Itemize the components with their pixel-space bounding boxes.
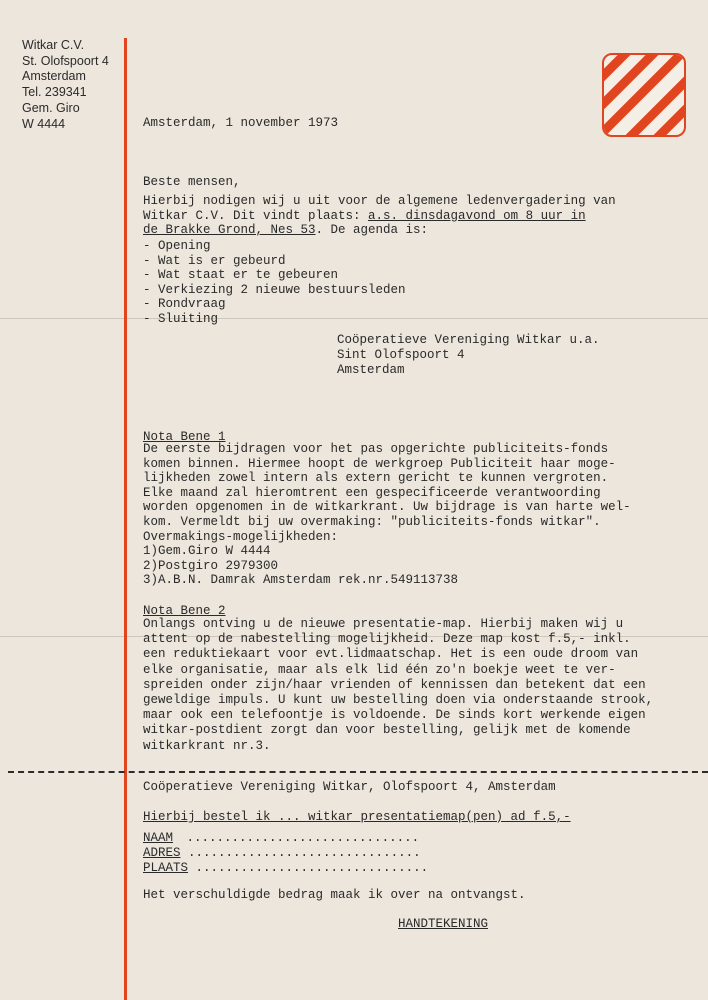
body-line: Overmakings-mogelijkheden:	[143, 529, 339, 544]
nota-bene-1-body	[143, 442, 631, 588]
intro-paragraph	[143, 194, 616, 238]
address-field[interactable]	[143, 846, 421, 860]
name-field[interactable]	[143, 831, 419, 845]
intro-text: Witkar C.V. Dit vindt plaats:	[143, 208, 369, 223]
sender-line: St. Olofspoort 4	[22, 53, 109, 68]
form-address: Coöperatieve Vereniging Witkar, Olofspoort 4, Amsterdam	[143, 780, 556, 794]
payment-note: Het verschuldigde bedrag maak ik over na ontvangst.	[143, 888, 526, 902]
cut-line	[8, 771, 708, 773]
signature-line: Coöperatieve Vereniging Witkar u.a.	[337, 333, 600, 347]
margin-red-line	[124, 38, 127, 1000]
nota-bene-1-heading: Nota Bene 1	[143, 430, 226, 444]
body-line: kom. Vermeldt bij uw overmaking: "publiciteits-fonds witkar".	[143, 514, 601, 529]
meeting-location: de Brakke Grond, Nes 53	[143, 223, 316, 238]
witkar-logo	[602, 53, 686, 137]
name-label: NAAM	[143, 831, 174, 845]
nota-bene-2-heading: Nota Bene 2	[143, 604, 226, 618]
body-line: De eerste bijdragen voor het pas opgerichte publiciteits-fonds	[143, 442, 609, 456]
intro-line: Hierbij nodigen wij u uit voor de algemene ledenvergadering van	[143, 194, 616, 208]
address-label: ADRES	[143, 846, 181, 860]
payment-option: 2)Postgiro 2979300	[143, 558, 279, 573]
city-field[interactable]	[143, 861, 428, 875]
body-line: worden opgenomen in de witkarkrant. Uw bijdrage is van harte wel-	[143, 500, 631, 515]
intro-line	[143, 223, 616, 238]
city-dots: ...............................	[195, 861, 429, 875]
agenda-item: - Rondvraag	[143, 297, 226, 312]
order-line: Hierbij bestel ik ... witkar presentatiemap(pen) ad f.5,-	[143, 810, 571, 824]
sender-line: W 4444	[22, 116, 66, 131]
body-line: witkarkrant nr.3.	[143, 738, 271, 753]
payment-option: 3)A.B.N. Damrak Amsterdam rek.nr.549113738	[143, 573, 459, 588]
body-line: een reduktiekaart voor evt.lidmaatschap. Het is een oude droom van	[143, 647, 639, 662]
sender-line: Witkar C.V.	[22, 38, 85, 52]
body-line: Elke maand zal hieromtrent een gespecificeerde verantwoording	[143, 485, 601, 500]
body-line: spreiden onder zijn/haar vrienden of kennissen dan betekent dat een	[143, 677, 646, 692]
body-line: Onlangs ontving u de nieuwe presentatie-map. Hierbij maken wij u	[143, 617, 624, 631]
address-dots: ...............................	[188, 846, 421, 860]
meeting-time: a.s. dinsdagavond om 8 uur in	[368, 208, 586, 223]
name-dots: ...............................	[186, 831, 420, 845]
intro-line	[143, 209, 616, 224]
signature-line: Amsterdam	[337, 363, 405, 377]
body-line: elke organisatie, maar als elk lid één zo'n boekje weet te ver-	[143, 662, 616, 677]
agenda-item: - Sluiting	[143, 311, 219, 326]
salutation: Beste mensen,	[143, 175, 241, 189]
signature-label: HANDTEKENING	[398, 917, 489, 931]
body-line: lijkheden zowel intern als extern gericht te kunnen vergroten.	[143, 471, 609, 486]
signature-line: Sint Olofspoort 4	[337, 348, 465, 362]
city-label: PLAATS	[143, 861, 189, 875]
sender-line: Tel. 239341	[22, 85, 87, 100]
payment-option: 1)Gem.Giro W 4444	[143, 544, 271, 559]
body-line: maar ook een telefoontje is voldoende. De sinds kort werkende eigen	[143, 708, 646, 723]
agenda-list	[143, 239, 406, 327]
sender-line: Amsterdam	[22, 69, 86, 84]
agenda-item: - Wat staat er te gebeuren	[143, 268, 339, 283]
body-line: witkar-postdient zorgt dan voor bestelling, gelijk met de komende	[143, 723, 631, 738]
agenda-item: - Wat is er gebeurd	[143, 253, 286, 268]
sender-address	[22, 38, 109, 132]
sender-line: Gem. Giro	[22, 100, 80, 115]
intro-text: . De agenda is:	[315, 223, 429, 238]
body-line: komen binnen. Hiermee hoopt de werkgroep Publiciteit haar moge-	[143, 456, 616, 471]
letter-date: Amsterdam, 1 november 1973	[143, 116, 339, 130]
agenda-item: - Verkiezing 2 nieuwe bestuursleden	[143, 282, 406, 297]
nota-bene-2-body	[143, 617, 653, 754]
agenda-item: - Opening	[143, 239, 211, 253]
signature-block	[337, 333, 600, 378]
body-line: geweldige impuls. U kunt uw bestelling doen via onderstaande strook,	[143, 693, 654, 708]
body-line: attent op de nabestelling mogelijkheid. Deze map kost f.5,- inkl.	[143, 632, 631, 647]
